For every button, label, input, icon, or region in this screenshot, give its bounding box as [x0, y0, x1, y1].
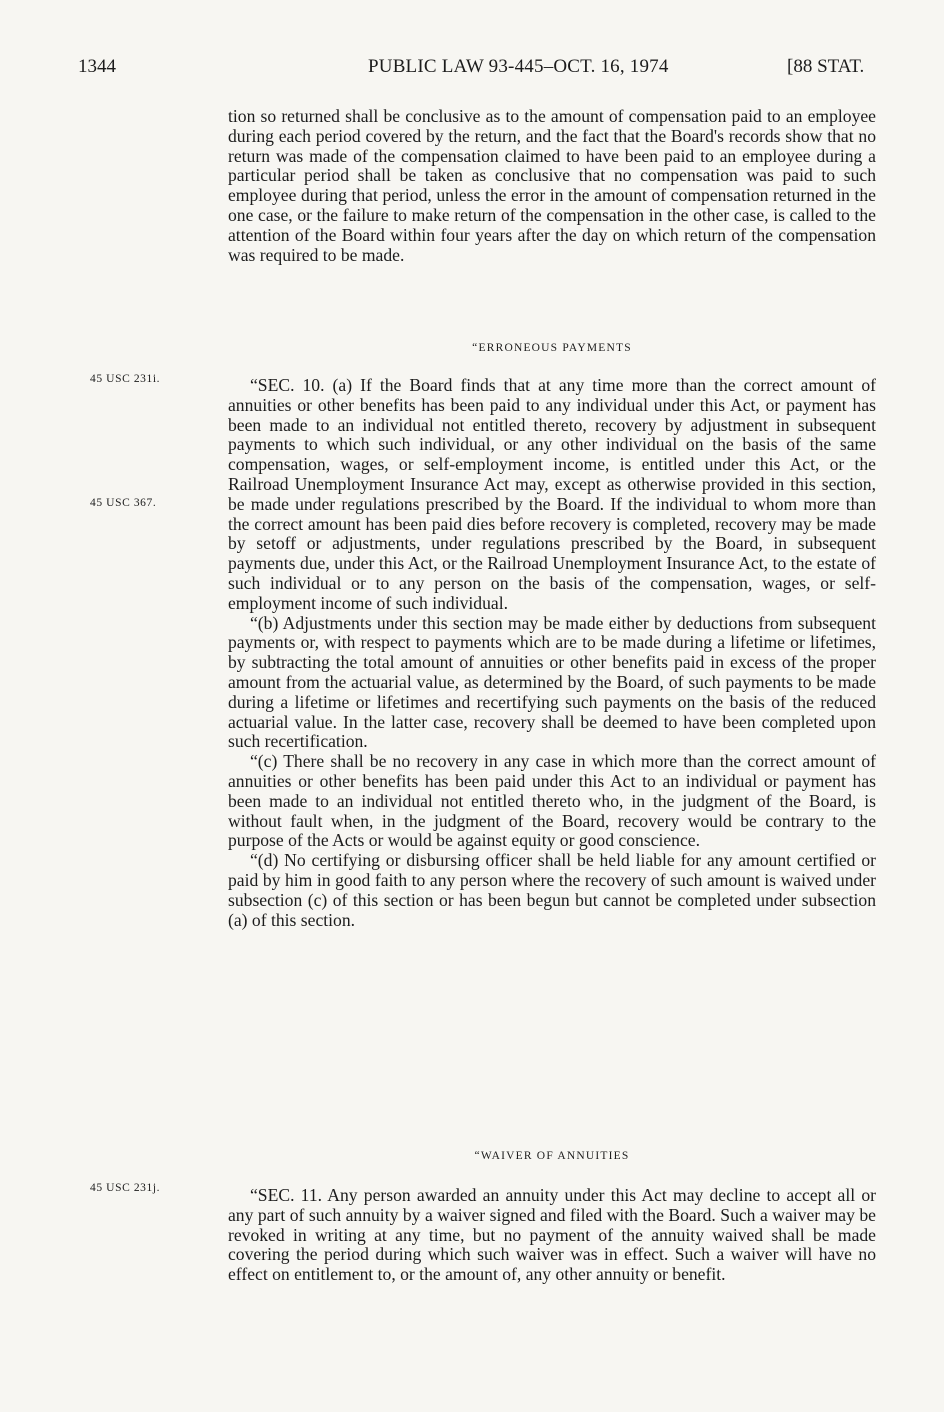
page-header [0, 56, 944, 86]
section-11-block [228, 1186, 876, 1285]
page-title: PUBLIC LAW 93-445–OCT. 16, 1974 [368, 56, 669, 77]
margin-note-citation: 45 USC 231i. [90, 373, 161, 385]
section-10-paragraph-a: “SEC. 10. (a) If the Board finds that at any time more than the correct amount of annuities or other benefits has been paid to any individual under this Act, or payment has been made to an individual not entitled thereto, recovery by adjustment in subsequent payments to which such individual, or any other individual on the basis of the same compensation, wages, or self-employment income, is entitled under this Act, or the Railroad Unemployment Insurance Act may, except as otherwise provided in this section, be made under regulations prescribed by the Board. If the individual to whom more than the correct amount has been paid dies before recovery is completed, recovery may be made by setoff or adjustments, under regulations prescribed by the Board, in subsequent payments due, under this Act, or the Railroad Unemployment Insurance Act, to the estate of such individual or to any person on the basis of the compensation, wages, or self-employment income of such individual. [228, 375, 876, 613]
section-10-block [228, 376, 876, 930]
section-10-paragraph-d: “(d) No certifying or disbursing officer shall be held liable for any amount certified or paid by him in good faith to any person where the recovery of such amount is waived under subsection (c) of this section or has been begun but cannot be completed under subsection (a) of this section. [228, 850, 876, 930]
continuation-paragraph: tion so returned shall be conclusive as to the amount of compensation paid to an employee during each period covered by the return, and the fact that the Board's records show that no return was made of the compensation claimed to have been paid to an employee during a particular period shall be taken as conclusive that no compensation was paid to such employee during that period, unless the error in the amount of compensation returned in the one case, or the failure to make return of the compensation in the other case, is called to the attention of the Board within four years after the day on which return of the compensation was required to be made. [228, 106, 876, 265]
margin-note-citation: 45 USC 231j. [90, 1182, 161, 1194]
section-11-paragraph: “SEC. 11. Any person awarded an annuity under this Act may decline to accept all or any part of such annuity by a waiver signed and filed with the Board. Such a waiver may be revoked in writing at any time, but no payment of the annuity waived shall be made covering the period during which such waiver was in effect. Such a waiver will have no effect on entitlement to, or the amount of, any other annuity or benefit. [228, 1185, 876, 1285]
heading-waiver-of-annuities: “WAIVER OF ANNUITIES [474, 1150, 630, 1162]
heading-erroneous-payments: “ERRONEOUS PAYMENTS [472, 342, 632, 354]
statute-reference: [88 STAT. [787, 56, 865, 77]
continuation-block [228, 107, 876, 265]
section-10-paragraph-c: “(c) There shall be no recovery in any case in which more than the correct amount of annuities or other benefits has been paid under this Act to an individual or payment has been made to an individual not entitled thereto who, in the judgment of the Board, is without fault when, in the judgment of the Board, recovery would be contrary to the purpose of the Acts or would be against equity or good conscience. [228, 751, 876, 851]
page-number: 1344 [78, 56, 116, 77]
margin-note-citation: 45 USC 367. [90, 497, 157, 509]
section-10-paragraph-b: “(b) Adjustments under this section may be made either by deductions from subsequent payments or, with respect to payments which are to be made during a lifetime or lifetimes, by subtracting the total amount of annuities or other benefits paid in excess of the proper amount from the actuarial value, as determined by the Board, of such payments to be made during a lifetime or lifetimes and recertifying such payments on the basis of the reduced actuarial value. In the latter case, recovery shall be deemed to have been completed upon such recertification. [228, 612, 876, 752]
